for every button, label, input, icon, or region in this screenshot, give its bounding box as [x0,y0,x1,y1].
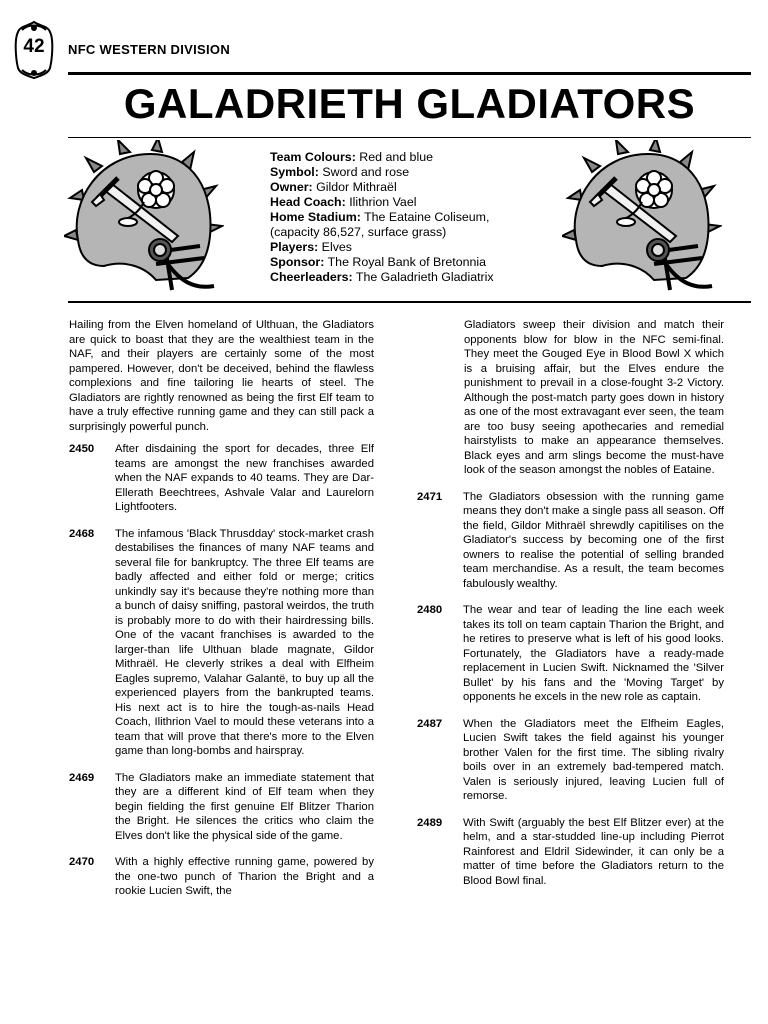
timeline-entry [69,527,374,759]
team-helmet-icon [64,140,224,300]
timeline-entry [69,771,374,844]
team-facts [270,150,570,285]
page-title: GALADRIETH GLADIATORS [123,80,696,127]
timeline-entry [69,855,374,899]
team-helmet-icon [562,140,722,300]
page-number: 42 [23,36,45,57]
timeline-entry [417,490,724,592]
entry-text: When the Gladiators meet the Elfheim Eagles, Lucien Swift takes the field against his younger brother Valen for the first time. The sibling rivalry boils over in an extremely bad-tempered match. Valen is seriously injured, leaving Lucien full of remorse. [463,717,724,802]
entry-text: The Gladiators obsession with the running game means they don't make a single pass all season. Off the field, Gildor Mithraël shrewdly capitilises on the Gladiator's success by becoming one of the first owners to realise the potential of selling branded team merchandise. As a result, the team becomes fabulously wealthy. [463,490,724,590]
fact-players: Players: Elves [270,240,352,254]
division-label: NFC WESTERN DIVISION [68,42,231,57]
timeline-entry [69,442,374,515]
entry-text: With a highly effective running game, powered by the one-two punch of Tharion the Bright and a rookie Lucien Swift, the [115,856,374,897]
entry-text: The Gladiators make an immediate statement that they are a different kind of Elf team when they begin fielding the first genuine Elf Blitzer Tharion the Bright. He silences the critics who claim the Elves don't like the physical side of the game. [115,771,374,842]
entry-year: 2450 [69,443,95,455]
entry-text: With Swift (arguably the best Elf Blitzer ever) at the helm, and a star-studded line-up including Pierrot Rainforest and Eldril Sidewinder, it can only be a matter of time before the Gladiators return to the Blood Bowl final. [463,816,724,887]
fact-cheerleaders: Cheerleaders: The Galadrieth Gladiatrix [270,270,494,284]
entry-continuation: Gladiators sweep their division and match their opponents blow for blow in the NFC semi-final. They meet the Gouged Eye in Blood Bowl X which is a bruising affair, but the Elves endure the punishment to prevail in a close-fought 3-2 Victory. Although the post-match party goes down in history as one of the most extravagant ever seen, the team are too busy seeing apothecaries and remedial hairstylists to make an appearance themselves. Black eyes and arm slings become the must-have look of the season amongst the nobles of Eataine. [464,319,724,476]
title-divider [68,137,751,138]
right-column [417,318,724,900]
header-rule [68,72,751,75]
entry-text: The infamous 'Black Thrusdday' stock-market crash destabilises the finances of many NAF teams and several file for bankruptcy. The three Elf teams are badly affected and either fold or merge; critics unkindly say it's because they're nothing more than a bunch of daisy sniffing, pastoral weirdos, the truth is probably more to do with their hairdressing bills. One of the vacant franchises is awarded to the larger-than life Ulthuan blade magnate, Gildor Mithraël. He cleverly strikes a deal with Elfheim Eagles supremo, Valahar Galantë, to buy up all the experienced players from the bankrupted teams. His next act is to hire the tough-as-nails Head Coach, Ilithrion Vael to mould these veterans into a team that will prove that there's more to the Elven game than long-bombs and hairspray. [115,527,374,757]
fact-head-coach: Head Coach: Ilithrion Vael [270,195,417,209]
fact-team-colours: Team Colours: Red and blue [270,150,433,164]
timeline-entry [417,816,724,889]
fact-owner: Owner: Gildor Mithraël [270,180,397,194]
entry-text: The wear and tear of leading the line each week takes its toll on team captain Tharion the Bright, and he retires to preserve what is left of his good looks. Fortunately, the Gladiators have a ready-made replacement in Lucien Swift. Nicknamed the 'Silver Bullet' by his fans and the 'Moving Target' by opponents he excels in the new role as captain. [463,604,724,703]
fact-symbol: Symbol: Sword and rose [270,165,410,179]
entry-year: 2487 [417,717,443,730]
fact-sponsor: Sponsor: The Royal Bank of Bretonnia [270,255,487,269]
entry-year: 2489 [417,816,443,829]
entry-year: 2470 [69,856,95,868]
fact-stadium-capacity: (capacity 86,527, surface grass) [270,225,447,239]
entry-year: 2469 [69,771,95,784]
entry-year: 2471 [417,490,443,503]
entry-year: 2480 [417,604,443,616]
fact-home-stadium: Home Stadium: The Eataine Coliseum, [270,210,490,224]
entry-year: 2468 [69,527,95,540]
intro-paragraph: Hailing from the Elven homeland of Ulthuan, the Gladiators are quick to boast that they are the wealthiest team in the NAF, and their players are certainly some of the most pampered. However, don't be deceived, behind the flawless complexions and fine tailoring lie hearts of steel. The Gladiators are rightly renowned as being the first Elf team to have a truly effective running game and they can still pack a surprisingly powerful punch. [69,319,374,433]
timeline-entry [417,603,724,705]
timeline-entry [417,717,724,804]
entry-text: After disdaining the sport for decades, three Elf teams are amongst the new franchises awarded when the NAF expands to 40 teams. They are Dar-Ellerath Beechtrees, Ashvale Valar and Laurelorn Lightfooters. [115,443,374,513]
left-column [69,318,374,911]
facts-divider [68,301,751,303]
